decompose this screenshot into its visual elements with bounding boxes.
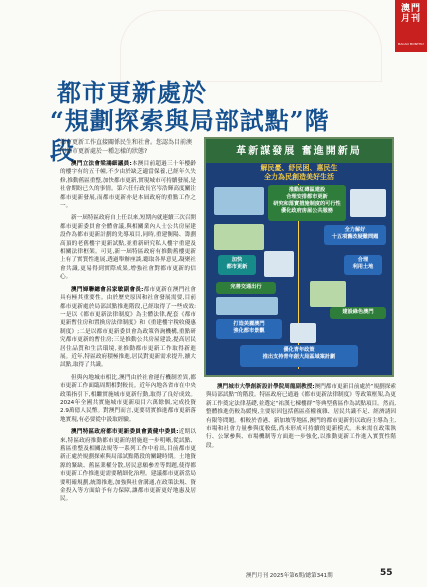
train-illustration: [216, 297, 278, 315]
poster-box-renewal: 加快 都市更新: [218, 255, 256, 275]
masthead-subtitle: MACAO MONTHLY: [397, 42, 425, 46]
poster-box-youth: 優化青年政策 推出支持青年創大局區域案計劃: [240, 345, 358, 367]
watermark-arch: [120, 10, 382, 82]
speaker-name: 澳門特區政府都市更新委員會黃健中委員:: [71, 429, 179, 436]
building-illustration: [214, 187, 264, 215]
poster-box-housing: 推動紅磚區建設 合理安排都市更新 研究和落實措施制度的可行性 優化政府房屋公共服務: [268, 185, 346, 221]
poster-box-beautiful: 打造美麗澳門 強化都市景觀: [216, 319, 282, 339]
intro-question: 都市更新工作直接關係民生和社會。您認為目前澳門都市更新處於一種怎樣的狀態?: [60, 139, 193, 155]
page-number: 55: [380, 568, 393, 578]
paragraph-text: 近期以來,特區政府推動都市更新的措施進一步明晰,從試點、舊區重整及相關法規等一系列工作中看出,目前都市更新正處於規劃探索與局部試點階段的關鍵時期。土地資源的緊缺、舊區業權分散,居民意願參差等問題,使得都市更新工作推進更需要精細化治理。建議都市更新當局要明確規劃,統籌推進,加強與社會溝通,在政策法規、資金投入等方面給予有力保障,讓都市更新更好地惠及居民。: [60, 429, 196, 503]
footer-issue: 澳門月刊 2025年第6期/總第341期: [246, 573, 333, 579]
masthead-title: 澳門月刊: [400, 4, 421, 24]
poster-subtitle: 解民憂、紓民困、惠民生 全力為民創造美好生活: [260, 164, 338, 181]
headline-line1: 都市更新處於: [57, 78, 207, 107]
paragraph-text: 新一屆特區政府自上任以來,短期內就連續三次召開都市更新委員會全體會議,與相關業內人士公共房屋建設作為都市更新計劃的先導項目,同時,重建衡陽、籌劃高頂的老舊樓宇更新試點,並重新研究私人樓宇重建及相關法律框架。可見,新一屆特區政府有推動舊樓更新上有了實質性進展,透過舉辦座談,聽取各界意見,凝聚社會共識,更易得到實際成果,增強社會對都市更新的信心。: [60, 215, 196, 281]
poster-box-problems: 全力解好 十五項舊改疑難問題: [324, 225, 386, 245]
poster-title: 革新謀發展 奮進開新局: [236, 146, 362, 157]
article-column-right: [206, 383, 396, 450]
paragraph-text: 都市更新在澳門社會具有極其重要性。由於歷史原因和社會發展需要,目前都市更新處於局部試點推進階段,已經取得了一些成效:一是以《都市更新法律制度》為主體法律,配套《都市更新暫住房和置換房法律制度》和《重建樓宇稅收優惠制度》;二是以都市更新委員會為政策咨詢機構,重點研究都市更新的暫住房;三是推動公共房屋建設,提高居民居住品質和生活環境,並推動都市更新工作取得新進展。近年,特區政府積極推進,居民對更新需求提升,擴大試點,取得了共識。: [60, 286, 196, 369]
headline-line2: “規劃探索與局部試點”階段: [50, 106, 330, 165]
park-illustration: [214, 224, 264, 250]
tree-illustration: [310, 281, 346, 307]
policy-poster-image: [204, 137, 394, 377]
paragraph-text: 但與內地城市相比,澳門由於社會運行機制差異,都市更新工作面臨周期相對較長。近年內地各省市在中央政策指引下,相繼實施城市更新行動,取得了良好成效。2024年全國共實施城市更新項目六萬餘個,完成投資2.9萬億人民幣。對澳門而言,更要切實推進都市更新落地實現,有必要從中汲取經驗。: [60, 374, 196, 423]
paragraph-text: 本澳目前超過三十年樓齡的樓宇有約五千幢,不少由於缺乏適當保養,已經年久失修,推動舊區重整,加快都市更新,實現城市可持續發展,是社會期盼已久的事情。第六任行政長官岑浩輝高度關注都市更新發展,而都市更新亦是本屆政府的重點工作之一。: [60, 161, 196, 210]
skyline-illustration: [264, 251, 294, 277]
paragraph: [60, 428, 196, 504]
city-illustration: [350, 189, 386, 217]
speaker-name: 澳門城市大學創新設計學院周龍副教授:: [217, 384, 315, 390]
poster-box-transport: 完善交通出行: [216, 282, 276, 294]
speaker-name: 澳門婦聯總會呂家敏副會長:: [71, 286, 144, 293]
paragraph: [60, 374, 196, 424]
paragraph: [60, 160, 196, 210]
poster-box-green: 建設綠色澳門: [330, 307, 386, 319]
paragraph: [60, 286, 196, 370]
article-column-left: [60, 160, 196, 560]
speaker-name: 澳門立法會梁鴻細議員:: [71, 161, 132, 167]
tower-illustration: [290, 323, 316, 343]
paragraph: [60, 214, 196, 281]
paragraph-text: 澳門都市更新目前處於“規劃探索與局部試點”的階段。特區政府已通過《都市更新法律制度》等政策框架,為更新工作奠定法律基礎,並選定“祐漢七棟樓群”等典型舊區作為試點項目。然而,整體推進仍較為緩慢,主要原因包括舊區產權複雜、居民共識不足、經濟誘因有限等問題。相較於香港、新加坡等地區,澳門的都市更新仍以政府主導為主,市場和社會力量參與度較低,尚未形成可持續的更新模式。未來需在政策執行、公眾參與、市場機制等方面進一步強化,以推動更新工作進入實質性階段。: [206, 384, 396, 449]
poster-box-land: 合理 利用土地: [344, 255, 382, 275]
